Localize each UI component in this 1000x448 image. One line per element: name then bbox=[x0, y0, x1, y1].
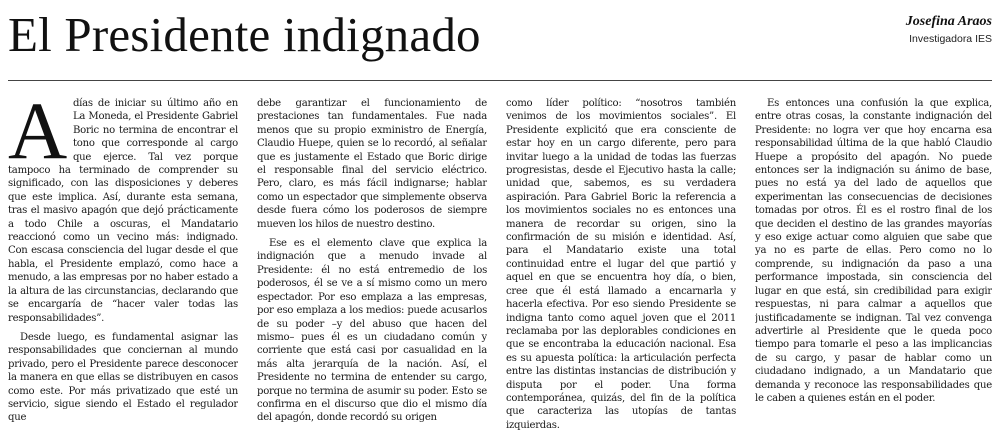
paragraph bbox=[8, 97, 238, 325]
column-3 bbox=[506, 97, 736, 447]
author-role: Investigadora IES bbox=[909, 33, 992, 45]
column-1 bbox=[8, 97, 238, 447]
column-2 bbox=[257, 97, 487, 447]
drop-cap: A bbox=[8, 97, 67, 176]
byline bbox=[906, 13, 992, 47]
paragraph: debe garantizar el funcionamiento de prestaciones tan fundamentales. Fue nada menos que su propio exministro de Energía, Claudio Huepe, quien se lo recordó, al señalar que es justamente el Estado que Boric dirige el responsable final del servicio eléctrico. Pero, claro, es más fácil indignarse; hablar como un espectador que simplemente observa desde fuera cómo los poderosos de siempre mueven los hilos de nuestro destino. bbox=[257, 98, 487, 230]
paragraph: como líder político: “nosotros también venimos de los movimientos sociales”. El Presidente explicitó que era consciente de estar hoy en un cargo diferente, pero para invitar luego a la unidad de todas las fuerzas progresistas, desde el Ejecutivo hasta la calle; unidad que, sabemos, es su verdadera aspiración. Para Gabriel Boric la referencia a los movimientos sociales no es entonces una manera de recordar su origen, sino la confirmación de su misión e identidad. Así, para el Mandatario existe una total continuidad entre el lugar del que partió y aquel en que se encuentra hoy día, o bien, cree que él está llamado a encarnarla y hacerla efectiva. Por eso siendo Presidente se indigna tanto como aquel joven que el 2011 reclamaba por las deplorables condiciones en que se encontraba la educación nacional. Esa es su apuesta política: la articulación perfecta entre las distintas instancias de distribución y disputa por el poder. Una forma contemporánea, quizás, del fin de la política que caracteriza las utopías de tantas izquierdas. bbox=[506, 98, 736, 431]
paragraph-text: días de iniciar su último año en La Moneda, el Presidente Gabriel Boric no termina de encontrar el tono que corresponde al cargo que ejerce. Tal vez porque tampoco ha terminado de comprender su significado, con las disposiciones y deberes que este implica. Así, durante esta semana, tras el masivo apagón que dejó prácticamente a todo Chile a oscuras, el Mandatario reaccionó como un vecino más: indignado. Con escasa consciencia del lugar desde el que habla, el Presidente emplazó, como hace a menudo, a las empresas por no haber estado a la altura de las circunstancias, declarando que se encargaría de “hacer valer todas las responsabilidades”. bbox=[8, 98, 238, 324]
header-divider bbox=[8, 80, 992, 81]
paragraph: Desde luego, es fundamental asignar las responsabilidades que conciernan al mundo privado, pero el Presidente parece desconocer la manera en que ellas se distribuyen en casos como este. Por más privatizado que esté un servicio, sigue siendo el Estado el regulador que bbox=[8, 331, 238, 424]
paragraph: Ese es el elemento clave que explica la indignación que a menudo invade al Presidente: él no está entremedio de los poderosos, él se ve a sí mismo como un mero espectador. Por eso emplaza a las empresas, por eso emplaza a los medios: puede acusarlos de su poder –y del abuso que hacen del mismo– pues él es un ciudadano común y corriente que está casi por casualidad en la más alta jerarquía de la nación. Así, el Presidente no termina de entender su cargo, porque no termina de asumir su poder. Esto se confirma en el discurso que dio el mismo día del apagón, donde recordó su origen bbox=[257, 238, 487, 424]
headline: El Presidente indignado bbox=[8, 7, 481, 62]
author-name: Josefina Araos bbox=[905, 14, 992, 29]
paragraph: Es entonces una confusión la que explica, entre otras cosas, la constante indignación del Presidente: no logra ver que hoy encarna esa responsabilidad última de la que habló Claudio Huepe a propósito del apagón. No puede entonces ser la indignación su ánimo de base, pues no está ya del lado de aquellos que experimentan las consecuencias de decisiones tomadas por otros. Él es el rostro final de los que deciden el destino de las grandes mayorías y eso exige actuar como alguien que sabe que ya no es parte de ellas. Pero como no lo comprende, su indignación da paso a una performance impostada, sin consciencia del lugar en que está, sin credibilidad para exigir respuestas, ni para calmar a aquellos que justificadamente se indignan. Tal vez convenga advertirle al Presidente que le queda poco tiempo para tomarle el peso a las implicancias de su cargo, y pasar de hablar como un ciudadano indignado, a un Mandatario que demanda y reconoce las responsabilidades que le caben a quienes están en el poder. bbox=[755, 98, 992, 404]
column-4 bbox=[755, 97, 992, 447]
